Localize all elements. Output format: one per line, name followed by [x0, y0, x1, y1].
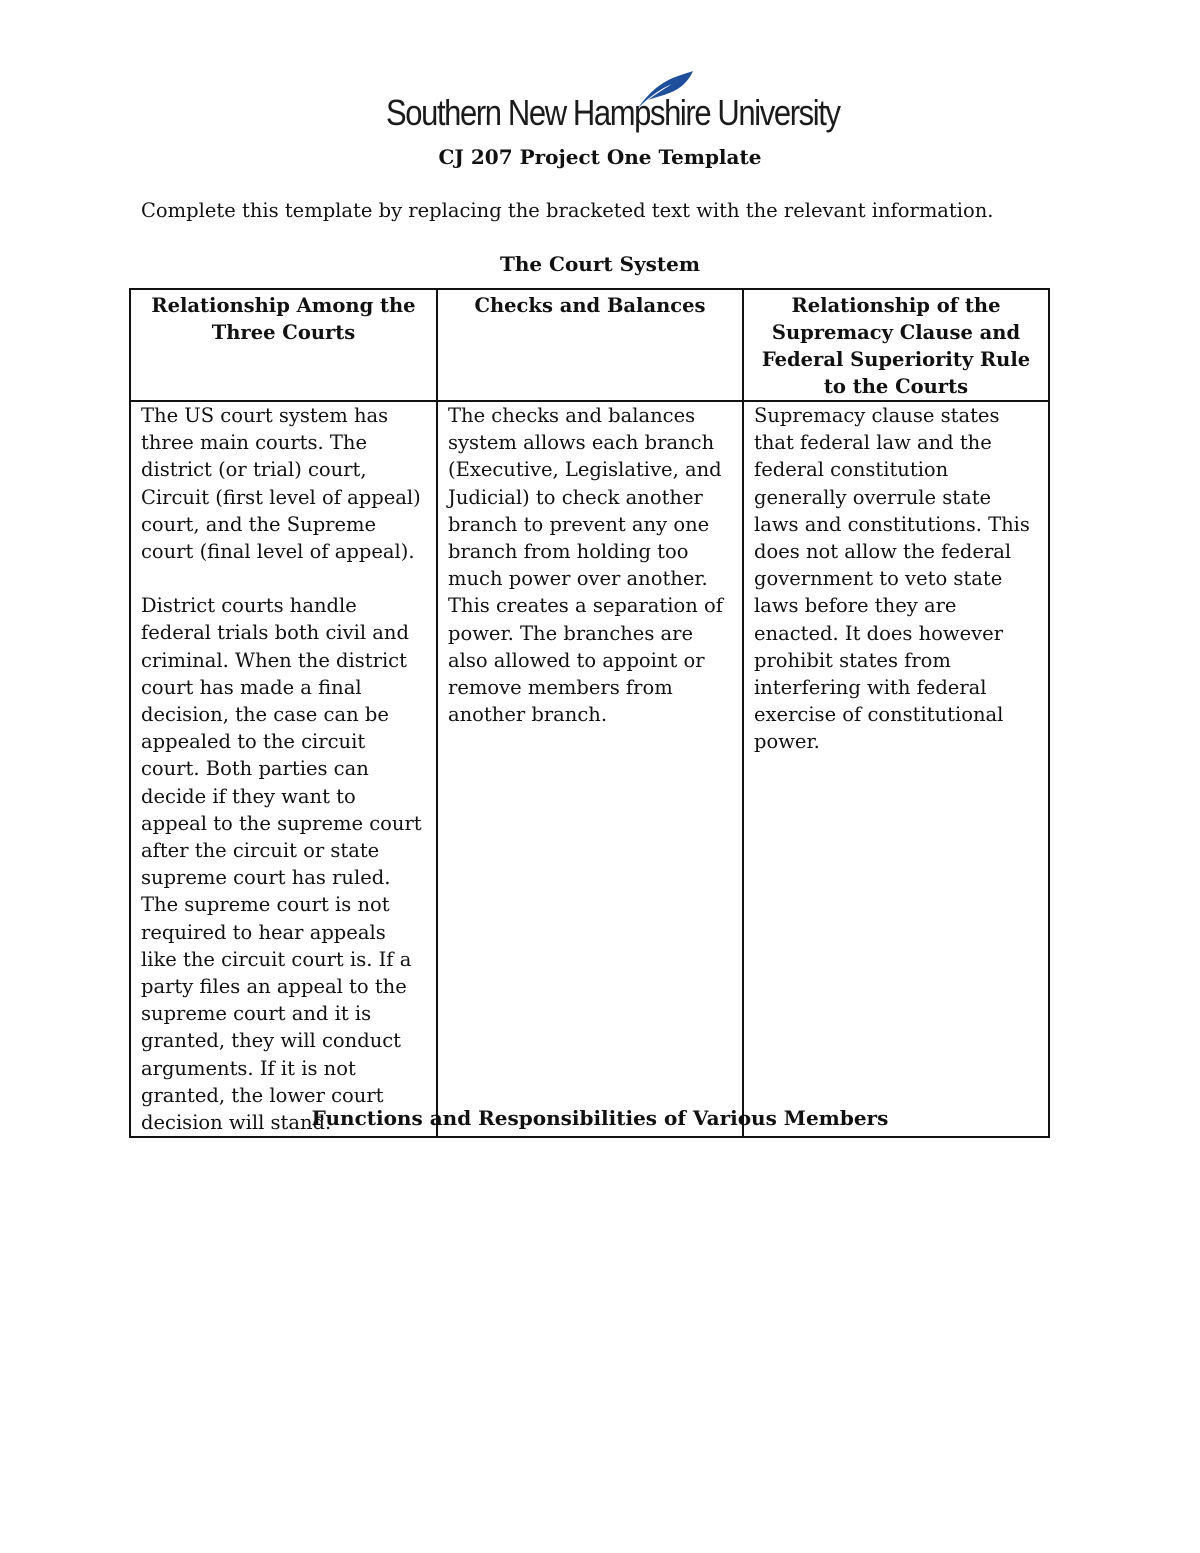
- cell-relationship-courts: [130, 401, 437, 1137]
- instructions-text: Complete this template by replacing the bracketed text with the relevant information.: [141, 199, 994, 222]
- court-system-heading: The Court System: [499, 252, 701, 276]
- logo-wordmark: Southern New Hampshire University: [386, 92, 840, 133]
- table-row: [130, 401, 1049, 1137]
- cell-checks-balances: The checks and balances system allows each branch (Executive, Legislative, and Judicial) to check another branch to prevent any one branch from holding too much power over another. This creates a separation of power. The branches are also allowed to appoint or remove members from another branch.: [437, 401, 743, 1137]
- university-logo: [386, 70, 840, 136]
- document-title: CJ 207 Project One Template: [438, 145, 762, 169]
- column-header-checks-balances: Checks and Balances: [437, 289, 743, 401]
- cell-paragraph: The US court system has three main courts. The district (or trial) court, Circuit (first level of appeal) court, and the Supreme court (final level of appeal).: [141, 404, 421, 564]
- cell-paragraph: District courts handle federal trials both civil and criminal. When the district court has made a final decision, the case can be appealed to the circuit court. Both parties can decide if they want to appeal to the supreme court after the circuit or state supreme court has ruled. The supreme court is not required to hear appeals like the circuit court is. If a party files an appeal to the supreme court and it is granted, they will conduct arguments. If it is not granted, the lower court decision will stand.: [141, 594, 422, 1135]
- cell-supremacy-clause: Supremacy clause states that federal law and the federal constitution generally overrule state laws and constitutions. This does not allow the federal government to veto state laws before they are enacted. It does however prohibit states from interfering with federal exercise of constitutional power.: [743, 401, 1049, 1137]
- column-header-relationship-courts: Relationship Among the Three Courts: [130, 289, 437, 401]
- table-header-row: [130, 289, 1049, 401]
- court-system-table: [129, 288, 1050, 1138]
- column-header-supremacy-clause: Relationship of the Supremacy Clause and Federal Superiority Rule to the Courts: [743, 289, 1049, 401]
- members-section-heading: Functions and Responsibilities of Various Members: [311, 1106, 889, 1130]
